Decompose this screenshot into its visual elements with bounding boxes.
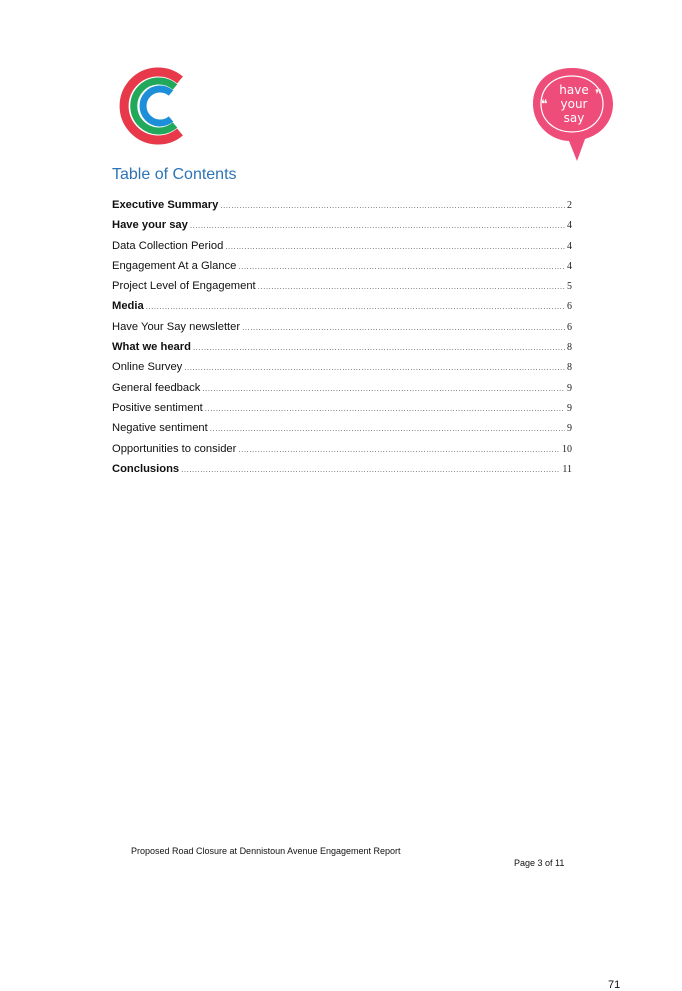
toc-entry[interactable]: [112, 300, 572, 320]
toc-entry-page: 2: [567, 200, 572, 211]
toc-entry-label: Have your say: [112, 219, 188, 232]
toc-entry[interactable]: [112, 463, 572, 483]
toc-entry-page: 6: [567, 301, 572, 313]
table-of-contents: [112, 199, 572, 483]
toc-entry-page: 4: [567, 240, 572, 252]
toc-entry[interactable]: [112, 219, 572, 239]
toc-entry-label: General feedback: [112, 381, 201, 394]
toc-entry-page: 6: [567, 321, 572, 333]
toc-leader-dots: [238, 445, 560, 454]
toc-entry-page: 5: [567, 281, 572, 293]
toc-leader-dots: [193, 343, 565, 352]
toc-title: Table of Contents: [112, 166, 237, 183]
toc-entry-page: 9: [567, 423, 572, 435]
toc-entry[interactable]: [112, 422, 572, 442]
toc-entry[interactable]: [112, 260, 572, 280]
toc-entry[interactable]: [112, 280, 572, 300]
toc-leader-dots: [181, 465, 560, 474]
toc-leader-dots: [238, 262, 565, 271]
logo-text-have: have: [559, 83, 589, 97]
logo-text-your: your: [560, 97, 588, 111]
toc-entry-page: 4: [567, 260, 572, 272]
toc-entry-label: Negative sentiment: [112, 422, 208, 435]
toc-entry[interactable]: [112, 361, 572, 381]
toc-entry-label: Project Level of Engagement: [112, 280, 256, 293]
toc-leader-dots: [242, 323, 565, 332]
toc-entry-page: 8: [567, 342, 572, 354]
toc-leader-dots: [202, 384, 565, 393]
council-c-logo: [117, 66, 193, 146]
toc-entry-label: Have Your Say newsletter: [112, 320, 241, 333]
toc-leader-dots: [225, 242, 565, 251]
toc-leader-dots: [220, 201, 565, 210]
toc-entry[interactable]: [112, 341, 572, 361]
toc-entry-label: What we heard: [112, 341, 191, 354]
toc-entry[interactable]: [112, 199, 572, 219]
toc-entry[interactable]: [112, 402, 572, 422]
toc-leader-dots: [190, 221, 565, 230]
toc-leader-dots: [146, 302, 565, 311]
footer-page-label: Page 3 of 11: [514, 858, 565, 868]
toc-entry-page: 10: [562, 443, 572, 455]
toc-entry-page: 9: [567, 382, 572, 394]
toc-leader-dots: [210, 424, 565, 433]
toc-entry-label: Media: [112, 300, 144, 313]
toc-leader-dots: [184, 363, 565, 372]
page-number: 71: [608, 979, 621, 991]
toc-entry-label: Positive sentiment: [112, 401, 203, 414]
toc-entry-label: Data Collection Period: [112, 239, 224, 252]
toc-entry-label: Online Survey: [112, 361, 183, 374]
toc-entry-page: 4: [567, 220, 572, 232]
footer-report-title: Proposed Road Closure at Dennistoun Avenue Engagement Report: [131, 846, 401, 856]
toc-entry-page: 11: [562, 463, 572, 475]
close-quote-icon: ❞: [595, 87, 602, 101]
toc-entry-page: 8: [567, 362, 572, 374]
toc-entry[interactable]: [112, 382, 572, 402]
toc-leader-dots: [258, 282, 565, 291]
toc-entry-label: Executive Summary: [112, 199, 219, 211]
toc-leader-dots: [205, 404, 565, 413]
toc-entry-label: Engagement At a Glance: [112, 259, 237, 272]
toc-entry[interactable]: [112, 240, 572, 260]
logo-text-say: say: [563, 111, 585, 125]
toc-entry-page: 9: [567, 402, 572, 414]
have-your-say-logo: [527, 64, 617, 164]
toc-entry-label: Conclusions: [112, 462, 180, 475]
toc-entry-label: Opportunities to consider: [112, 442, 237, 455]
toc-entry[interactable]: [112, 321, 572, 341]
open-quote-icon: ❝: [541, 97, 548, 111]
toc-entry[interactable]: [112, 443, 572, 463]
